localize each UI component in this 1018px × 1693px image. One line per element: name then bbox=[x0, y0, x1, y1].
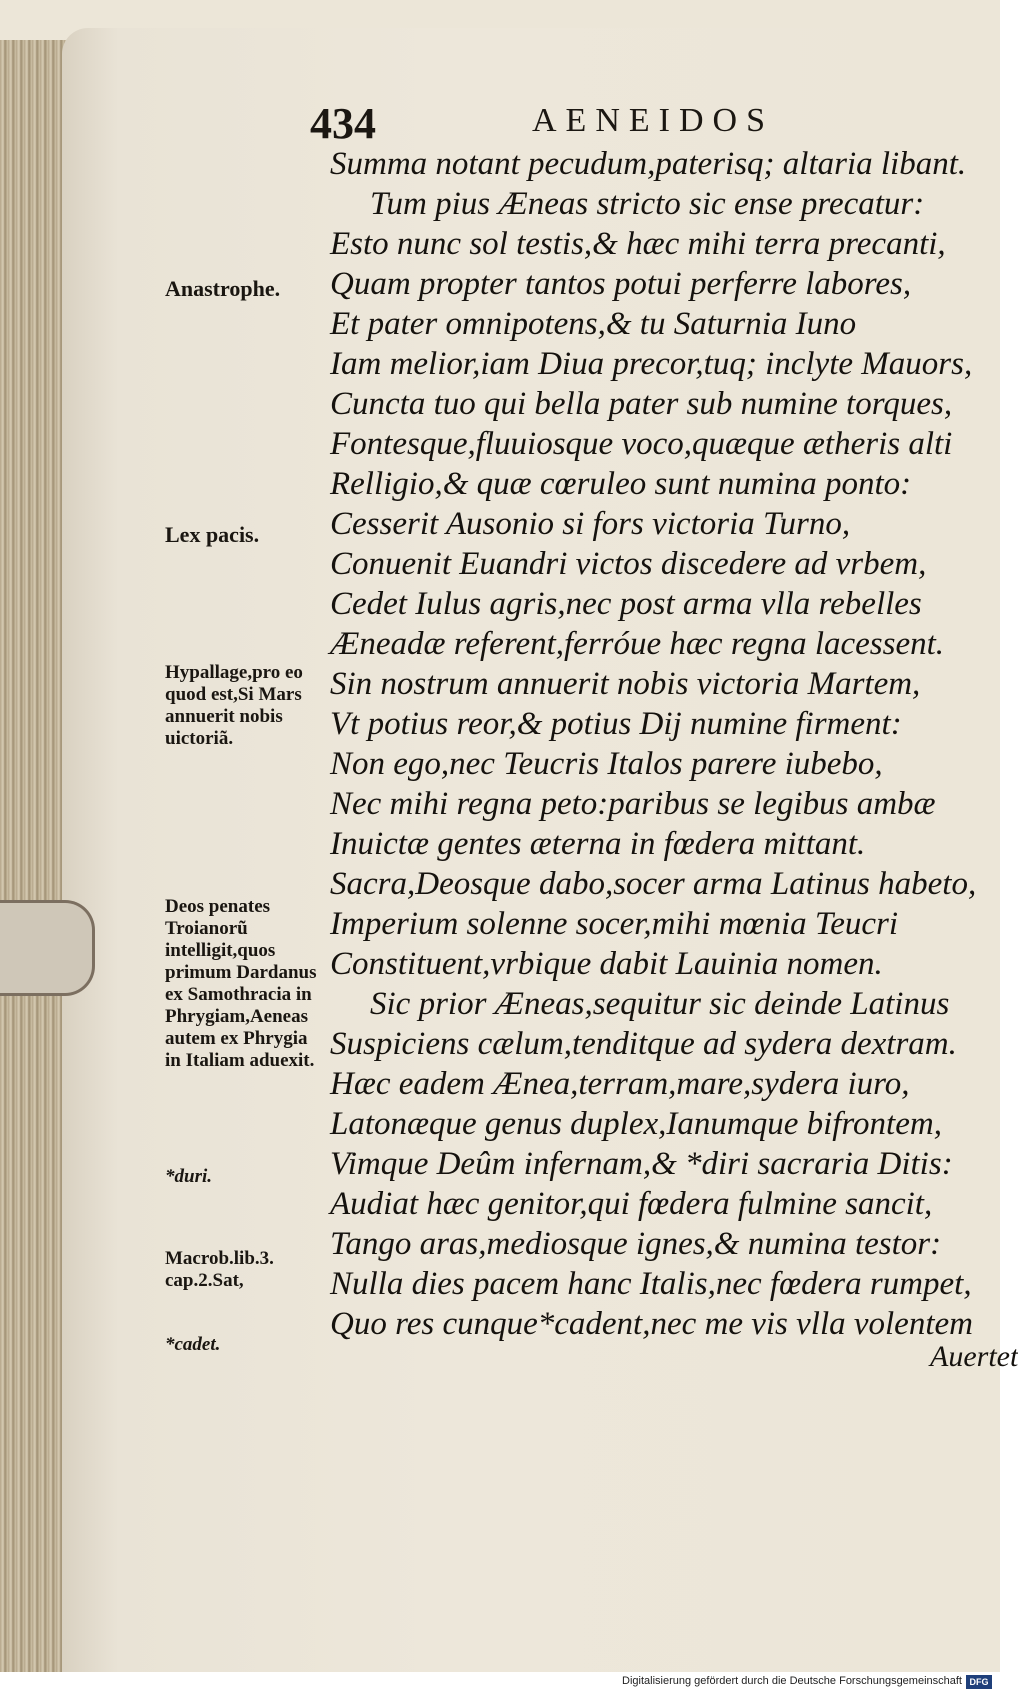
verse-line: Constituent,vrbique dabit Lauinia nomen. bbox=[330, 946, 883, 982]
dfg-logo: DFG bbox=[966, 1675, 992, 1689]
margin-note: *cadet. bbox=[165, 1334, 221, 1355]
footer-text: Digitalisierung gefördert durch die Deutsche Forschungsgemeinschaft bbox=[622, 1675, 962, 1687]
margin-note: Macrob.lib.3. cap.2.Sat, bbox=[165, 1248, 274, 1291]
page-number: 434 bbox=[310, 99, 376, 148]
verse-line: Inuictæ gentes æterna in fœdera mittant. bbox=[330, 826, 866, 862]
verse-line: Relligio,& quæ cœruleo sunt numina ponto: bbox=[330, 466, 912, 502]
running-head: AENEIDOS bbox=[532, 102, 774, 139]
verse-line: Quam propter tantos potui perferre labores, bbox=[330, 266, 912, 302]
verse-line: Sin nostrum annuerit nobis victoria Martem, bbox=[330, 666, 921, 702]
verse-line: Nulla dies pacem hanc Italis,nec fœdera rumpet, bbox=[330, 1266, 972, 1302]
verse-line: Sic prior Æneas,sequitur sic deinde Latinus bbox=[370, 986, 950, 1022]
footer-bar bbox=[0, 1672, 1000, 1693]
verse-line: Latonæque genus duplex,Ianumque bifrontem, bbox=[330, 1106, 942, 1142]
verse-line: Et pater omnipotens,& tu Saturnia Iuno bbox=[330, 306, 857, 342]
verse-line: Imperium solenne socer,mihi mœnia Teucri bbox=[330, 906, 898, 942]
page-clip bbox=[0, 900, 95, 996]
verse-line: Sacra,Deosque dabo,socer arma Latinus habeto, bbox=[330, 866, 977, 902]
verse-line: Conuenit Euandri victos discedere ad vrbem, bbox=[330, 546, 927, 582]
verse-line: Non ego,nec Teucris Italos parere iubebo, bbox=[330, 746, 883, 782]
verse-line: Summa notant pecudum,paterisq; altaria libant. bbox=[330, 146, 967, 182]
verse-line: Quo res cunque*cadent,nec me vis vlla volentem bbox=[330, 1306, 973, 1342]
verse-line: Tango aras,mediosque ignes,& numina testor: bbox=[330, 1226, 942, 1262]
verse-line: Iam melior,iam Diua precor,tuq; inclyte Mauors, bbox=[330, 346, 973, 382]
page-header bbox=[310, 98, 870, 148]
book-edge bbox=[0, 40, 70, 1672]
verse-line: Suspiciens cælum,tenditque ad sydera dextram. bbox=[330, 1026, 957, 1062]
margin-note: Anastrophe. bbox=[165, 276, 281, 301]
margin-note: Hypallage,pro eo quod est,Si Mars annuerit nobis uictoriã. bbox=[165, 662, 303, 749]
verse-line: Audiat hæc genitor,qui fœdera fulmine sancit, bbox=[330, 1186, 933, 1222]
verse-line: Cedet Iulus agris,nec post arma vlla rebelles bbox=[330, 586, 922, 622]
verse-line: Nec mihi regna peto:paribus se legibus ambæ bbox=[330, 786, 936, 822]
verse-line: Vt potius reor,& potius Dij numine firment: bbox=[330, 706, 902, 742]
verse-line: Hæc eadem Ænea,terram,mare,sydera iuro, bbox=[330, 1066, 910, 1102]
margin-note: *duri. bbox=[165, 1166, 212, 1187]
catchword: Auertet bbox=[930, 1340, 1018, 1373]
verse-line: Fontesque,fluuiosque voco,quæque ætheris alti bbox=[330, 426, 953, 462]
verse-line: Tum pius Æneas stricto sic ense precatur: bbox=[370, 186, 925, 222]
verse-line: Cuncta tuo qui bella pater sub numine torques, bbox=[330, 386, 953, 422]
verse-line: Æneadæ referent,ferróue hæc regna lacessent. bbox=[330, 626, 945, 662]
verse-line: Cesserit Ausonio si fors victoria Turno, bbox=[330, 506, 851, 542]
verse-line: Vimque Deûm infernam,& *diri sacraria Ditis: bbox=[330, 1146, 953, 1182]
margin-note: Lex pacis. bbox=[165, 522, 260, 547]
verse-line: Esto nunc sol testis,& hæc mihi terra precanti, bbox=[330, 226, 946, 262]
verse-lines bbox=[330, 144, 977, 1344]
margin-note: Deos penates Troianorũ intelligit,quos primum Dardanus ex Samothracia in Phrygiam,Aeneas autem ex Phrygia in Italiam aduexit. bbox=[165, 896, 317, 1071]
